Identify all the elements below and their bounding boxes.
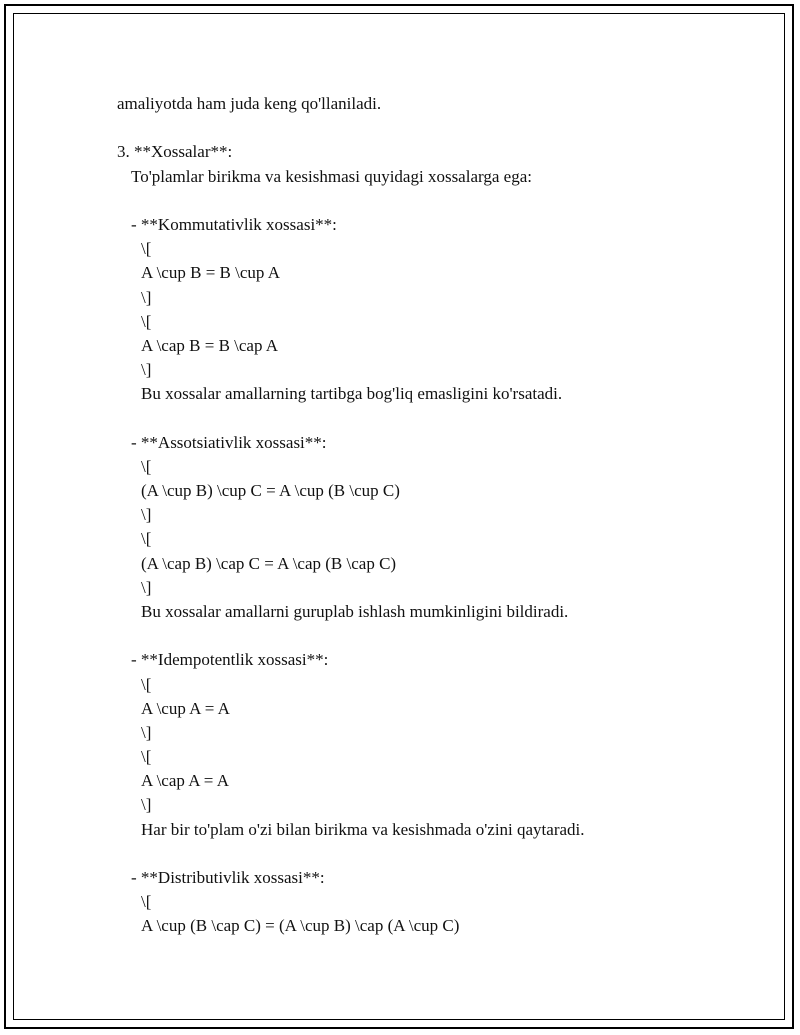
math-delimiter-open: \[ bbox=[141, 311, 152, 331]
math-delimiter-close: \] bbox=[141, 795, 152, 815]
blank-line bbox=[117, 624, 737, 648]
blank-line bbox=[117, 189, 737, 213]
document-body bbox=[117, 92, 737, 939]
math-formula: (A \cup B) \cup C = A \cup (B \cup C) bbox=[141, 481, 400, 500]
math-delimiter-open: \[ bbox=[141, 239, 152, 259]
math-delimiter-close: \] bbox=[141, 722, 152, 742]
text-line: amaliyotda ham juda keng qo'llaniladi. bbox=[117, 94, 382, 113]
text-line: To'plamlar birikma va kesishmasi quyidagi xossalarga ega: bbox=[131, 166, 532, 186]
list-item-heading: - **Kommutativlik xossasi**: bbox=[131, 214, 337, 234]
math-delimiter-open: \[ bbox=[141, 674, 152, 694]
text-line: Har bir to'plam o'zi bilan birikma va kesishmada o'zini qaytaradi. bbox=[141, 819, 585, 839]
list-item-heading: - **Assotsiativlik xossasi**: bbox=[131, 432, 327, 452]
math-formula: A \cup (B \cap C) = (A \cup B) \cap (A \cup C) bbox=[141, 916, 460, 936]
math-delimiter-open: \[ bbox=[141, 892, 152, 912]
math-delimiter-open: \[ bbox=[141, 529, 152, 549]
blank-line bbox=[117, 116, 737, 140]
math-delimiter-open: \[ bbox=[141, 456, 152, 476]
blank-line bbox=[117, 406, 737, 430]
math-formula: A \cap A = A bbox=[141, 771, 229, 791]
list-item-heading: - **Distributivlik xossasi**: bbox=[131, 868, 325, 887]
math-delimiter-close: \] bbox=[141, 505, 152, 525]
math-delimiter-close: \] bbox=[141, 360, 152, 380]
blank-line bbox=[117, 842, 737, 866]
list-item-heading: - **Idempotentlik xossasi**: bbox=[131, 650, 329, 670]
text-line: Bu xossalar amallarni guruplab ishlash mumkinligini bildiradi. bbox=[141, 601, 569, 621]
math-delimiter-open: \[ bbox=[141, 747, 152, 767]
math-formula: A \cap B = B \cap A bbox=[141, 335, 279, 355]
math-formula: (A \cap B) \cap C = A \cap (B \cap C) bbox=[141, 553, 397, 573]
section-heading: 3. **Xossalar**: bbox=[117, 142, 233, 162]
math-delimiter-close: \] bbox=[141, 287, 152, 307]
math-formula: A \cup A = A bbox=[141, 698, 230, 718]
math-formula: A \cup B = B \cup A bbox=[141, 263, 280, 283]
math-delimiter-close: \] bbox=[141, 577, 152, 597]
text-line: Bu xossalar amallarning tartibga bog'liq emasligini ko'rsatadi. bbox=[141, 384, 563, 404]
